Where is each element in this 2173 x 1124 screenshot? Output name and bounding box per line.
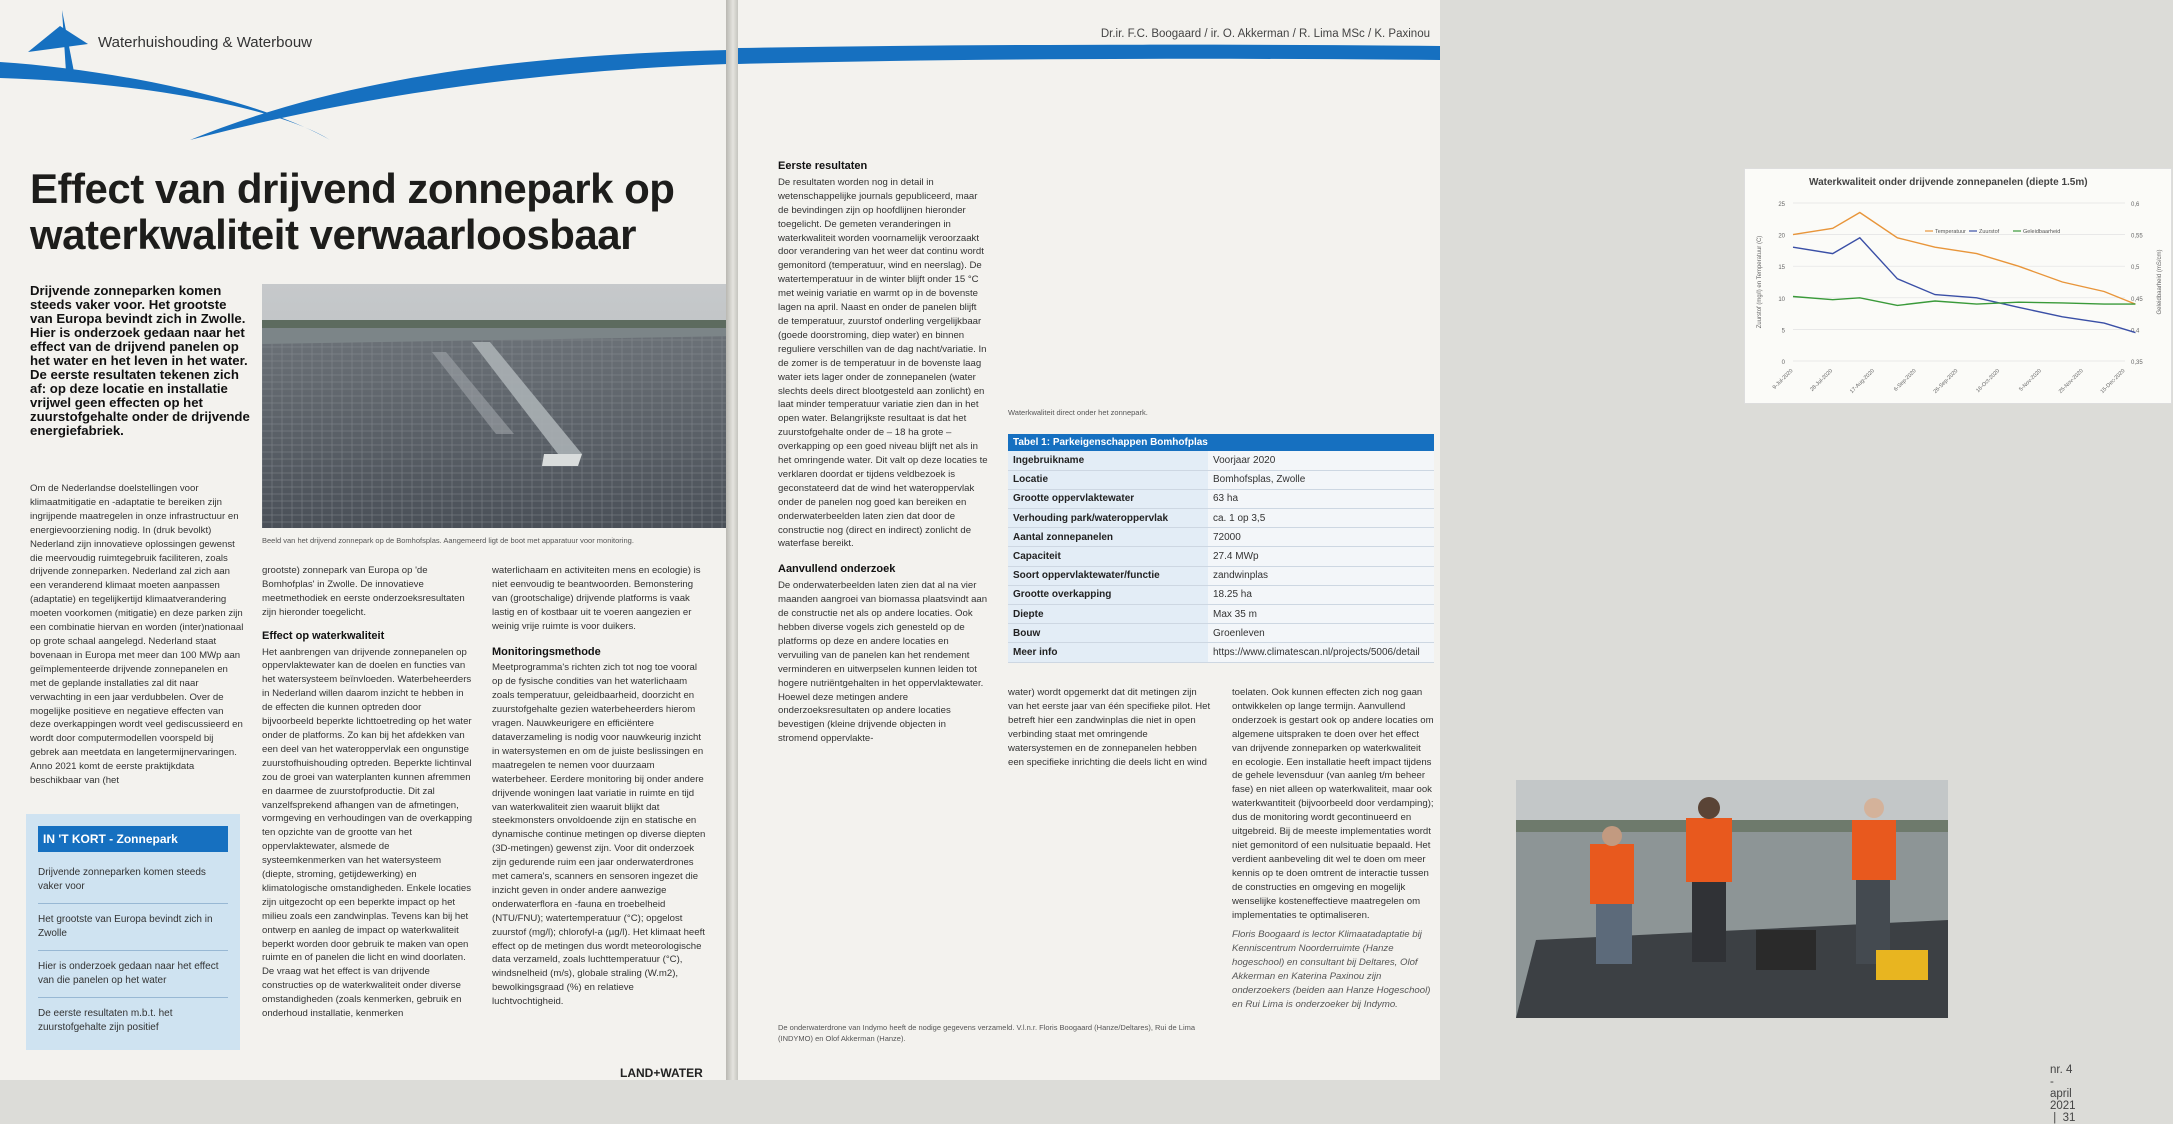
column-6-text: toelaten. Ook kunnen effecten zich nog gaan ontwikkelen op lange termijn. Aanvullend onderzoek is gestart ook op andere locaties om algemene uitspraken te doen over het effect van drijvende zonneparken op waterkwaliteit en ecologie. Een installatie heeft impact tijdens de gehele levensduur (van aanleg t/m beheer fase) en niet alleen op waterkwaliteit, maar ook waterkwantiteit (bijvoorbeeld door verdamping); dus de monitoring wordt gecontinueerd en uitgebreid. Bij de meeste implementaties wordt niet gemonitord of een nulsituatie bepaald. Het verdient aanbeveling dit wel te doen om meer kennis op te doen omtrent de interactie tussen de constructies en omgeving en mogelijk wenselijke kosteneffectieve maatregelen om implementaties te optimaliseren. Floris Boogaard is lector Klimaatadaptatie bij Kenniscentrum Noorderruimte (Hanze hogeschool) en consultant bij Deltares, Olof Akkerman en Katerina Paxinou zijn onderzoekers (beiden aan Hanze Hogeschool) en Rui Lima is onderzoeker bij Indymo. [1232,687,1434,1010]
list-item: De eerste resultaten m.b.t. het zuurstofgehalte zijn positief [38,1008,173,1033]
table-row [1008,528,1434,547]
y2-tick-label: 0,55 [2131,233,2143,240]
table-title: Tabel 1: Parkeigenschappen Bomhofplas [1008,434,1434,451]
heading-aanvullend: Aanvullend onderzoek [778,563,896,576]
authors: Dr.ir. F.C. Boogaard / ir. O. Akkerman / R. Lima MSc / K. Paxinou [1100,28,1430,40]
y2-tick-label: 0,5 [2131,265,2140,272]
list-item: Het grootste van Europa bevindt zich in Zwolle [38,904,228,951]
y2-axis-label: Geleidbaarheid (mS/cm) [2157,249,2163,315]
table-value: 27.4 MWp [1208,547,1434,566]
article-title: Effect van drijvend zonnepark op waterkwaliteit verwaarloosbaar [30,165,675,258]
table-key: Capaciteit [1008,547,1208,566]
x-tick-label: 15-Dec-2020 [2099,368,2127,395]
column-4-text: Eerste resultaten De resultaten worden nog in detail in wetenschappelijke journals gepubliceerd, maar de bevindingen zijn op hoofdlijnen hieronder toegelicht. De gemeten veranderingen in waterkwaliteit worden voornamelijk veroorzaakt door verandering van het weer dat continu wordt gemonitord (temperatuur, wind en neerslag). De watertemperatuur in de winter blijft onder 15 °C met weinig variatie en warmt op in de bovenste lagen na april. Naast en onder de panelen blijft de temperatuur, zuurstof onderling vergelijkbaar (goede doorstroming, diep water) en binnen reguliere verschillen van de dag nacht/variatie. In de zomer is de temperatuur in de bovenste laag water iets lager onder de zonnepanelen (water slechts deels direct blootgesteld aan zonlicht) en laat minder temperatuur variatie zien dan in het open water. Belangrijkste resultaat is dat het zuurstofgehalte onder de – 18 ha grote – overkapping op een goed niveau blijft net als in het omringende water. Dit valt op deze locaties te verklaren doordat er tijdens veldbezoek is geconstateerd dat de wind het wateroppervlak onder de panelen nog goed kan bereiken en onderwaterbeelden laten zien dat door de constructie nog (direct en indirect) zonlicht de waterfase bereikt. Aanvullend onderzoek De onderwaterbeelden laten zien dat al na vier maanden aangroei van biomassa plaatsvindt aan de constructie net als op andere locaties. Ook hebben diverse vogels zich genesteld op de platforms op deze en andere locaties en vervuiling van de panelen kan het rendement verminderen en uitwerpselen kunnen leiden tot hogere nutriëntgehalten in het oppervlaktewater. Hoewel deze metingen andere onderzoeksresultaten op andere locaties bevestigen (kleine drijvende objecten in stromend oppervlakte- [778,160,988,745]
in-het-kort-box [26,814,240,1050]
table-value: 18.25 ha [1208,585,1434,604]
right-page [738,0,2163,1124]
table-key: Grootte oppervlaktewater [1008,489,1208,508]
photo2-caption: De onderwaterdrone van Indymo heeft de nodige gegevens verzameld. V.l.n.r. Floris Boogaard (Hanze/Deltares), Rui de Lima (INDYMO) en Olof Akkerman (Hanze). [778,1023,1196,1043]
x-tick-label: 26-Sep-2020 [1932,368,1960,395]
table-key: Soort oppervlaktewater/functie [1008,566,1208,585]
y2-tick-label: 0,45 [2131,296,2143,303]
magazine-logo: LAND+WATER [620,1066,703,1080]
water-quality-chart [1744,168,2172,404]
y2-tick-label: 0,6 [2131,202,2140,208]
table-row [1008,624,1434,643]
box-title: IN 'T KORT - Zonnepark [38,826,228,852]
y2-tick-label: 0,35 [2131,360,2143,366]
table-key: Verhouding park/wateroppervlak [1008,509,1208,528]
y-tick-label: 10 [1778,296,1785,303]
column-1-text: Om de Nederlandse doelstellingen voor klimaatmitigatie en -adaptatie te bereiken zijn ingrijpende maatregelen in onze infrastructuur en energievoorziening nodig. In (druk bevolkt) Nederland zijn innovatieve oplossingen gewenst die meervoudig ruimtegebruik faciliteren, zoals drijvende zonneparken. Nederland zal zich aan een veranderend klimaat moeten aanpassen (adaptatie) en tegelijkertijd klimaatverandering moeten voorkomen (mitigatie) en deze parken zijn een combinatie hiervan en worden (inter)nationaal op grote schaal aangelegd. Nederland staat bovenaan in Europa met meer dan 100 MWp aan geïmplementeerde drijvende zonnepanelen en met de geplande installaties zal dit naar verwachting in een jaar verdubbelen. Over de mogelijke positieve en negatieve effecten van deze overkappingen wordt veel gediscussieerd en wordt door computermodellen voorspeld bij gebrek aan meetdata en langetermijnervaringen. Anno 2021 komt de eerste praktijkdata beschikbaar van (het [30,483,244,787]
table-key: Diepte [1008,605,1208,624]
table-row [1008,470,1434,489]
legend-label: Zuurstof [1979,229,2000,235]
table-row [1008,547,1434,566]
header-swoosh-right [738,0,1440,80]
table-key: Ingebruikname [1008,451,1208,470]
table-row [1008,605,1434,624]
y-tick-label: 20 [1778,233,1785,240]
table-key: Bouw [1008,624,1208,643]
table-value: Max 35 m [1208,605,1434,624]
heading-eerste-resultaten: Eerste resultaten [778,160,868,172]
table-value: zandwinplas [1208,566,1434,585]
x-tick-label: 25-Nov-2020 [2057,368,2085,395]
header-swoosh [0,0,728,160]
table-value: Groenleven [1208,624,1434,643]
table-row [1008,451,1434,470]
column-5-text: water) wordt opgemerkt dat dit metingen zijn van het eerste jaar van één specifieke pilot. Het betreft hier een zandwinplas die niet in open verbinding staat met omringende watersystemen en de zonnepanelen hebben een specifieke inrichting die deels licht en wind [1008,687,1211,768]
y-tick-label: 0 [1781,360,1785,366]
column-3-text: waterlichaam en activiteiten mens en ecologie) is niet eenvoudig te beantwoorden. Bemonstering van (grootschalige) drijvende platforms is vaak lastig en of kostbaar uit te voeren aangezien er weinig vrije ruimte is voor duikers. Monitoringsmethode Meetprogramma's richten zich tot nog toe vooral op de fysische condities van het waterlichaam zoals temperatuur, geleidbaarheid, doorzicht en zuurstofgehalte gezien waterbeheerders hierom vragen. Nauwkeurigere en efficiëntere dataverzameling is nodig voor nauwkeurig inzicht in watersystemen en om de juiste beslissingen en maatregelen te nemen voor duurzaam waterbeheer. Eerdere monitoring bij onder andere drijvende woningen laat variatie in ruimte en tijd van waterkwaliteit zien waaruit blijkt dat steekmonsters onvoldoende zijn en statische en dynamische continue metingen op diverse diepten (3D-metingen) gewenst zijn. Voor dit onderzoek zijn gedurende ruim een jaar onderwaterdrones met camera's, scanners en sensoren ingezet die inzicht geven in onder andere aanwezige onderwaterflora en -fauna en troebelheid (NTU/FNU); watertemperatuur (°C); opgelost zuurstof (mg/l); chlorofyl-a (µg/l). Het klimaat heeft effect op de metingen dus wordt meteorologische data verzameld, zoals luchttemperatuur (°C), windsnelheid (m/s), globale straling (W.m2), bewolkingsgraad (%) en relatieve luchtvochtigheid. [492,565,706,1008]
series-line-temperatuur [1793,213,2135,305]
properties-table [1008,434,1434,663]
y-tick-label: 25 [1778,202,1785,208]
table-row [1008,489,1434,508]
table-row [1008,585,1434,604]
legend-label: Geleidbaarheid [2023,229,2061,235]
issue-and-page: nr. 4 - april 2021 | 31 [2050,1064,2076,1124]
x-tick-label: 6-Sep-2020 [1893,368,1918,393]
heading-effect: Effect op waterkwaliteit [262,629,385,642]
table-value: 72000 [1208,528,1434,547]
y-tick-label: 5 [1781,328,1785,335]
y2-tick-label: 0,4 [2131,328,2140,335]
x-tick-label: 5-Nov-2020 [2018,368,2043,393]
photo1-caption: Beeld van het drijvend zonnepark op de Bomhofsplas. Aangemeerd ligt de boot met apparatuur voor monitoring. [262,536,634,545]
table-key: Locatie [1008,470,1208,489]
table-value: https://www.climatescan.nl/projects/5006/detail [1208,643,1434,662]
table-value: Bomhofsplas, Zwolle [1208,470,1434,489]
y-tick-label: 15 [1778,265,1785,272]
list-item: Hier is onderzoek gedaan naar het effect van die panelen op het water [38,951,228,998]
x-tick-label: 17-Aug-2020 [1849,368,1876,395]
left-page [0,0,728,1080]
y-axis-label: Zuurstof (mg/l) en Temperatuur (C) [1757,235,1763,329]
x-tick-label: 16-Oct-2020 [1975,368,2002,395]
table-row [1008,643,1434,662]
table-key: Aantal zonnepanelen [1008,528,1208,547]
table-value: ca. 1 op 3,5 [1208,509,1434,528]
section-label: Waterhuishouding & Waterbouw [98,34,312,51]
x-tick-label: 28-Jul-2020 [1809,368,1835,393]
lead-paragraph: Drijvende zonneparken komen steeds vaker voor. Het grootste van Europa bevindt zich in Zwolle. Hier is onderzoek gedaan naar het effect van de drijvend panelen op het water en het leven in het water. De eerste resultaten tekenen zich af: op deze locatie en installatie vrijwel geen effecten op het zuurstofgehalte onder de drijvende energiefabriek. [30,283,250,438]
table-value: 63 ha [1208,489,1434,508]
table-key: Meer info [1008,643,1208,662]
table-value: Voorjaar 2020 [1208,451,1434,470]
column-2-text: grootste) zonnepark van Europa op 'de Bomhofplas' in Zwolle. De innovatieve meetmethodiek en eerste onderzoeksresultaten zijn hieronder toegelicht. Effect op waterkwaliteit Het aanbrengen van drijvende zonnepanelen op oppervlaktewater kan de doelen en functies van het watersysteem beïnvloeden. Waterbeheerders in Nederland willen daarom inzicht te hebben in de effecten die kunnen optreden door bijvoorbeeld beperkte lichttoetreding op het water onder de platforms. Zo kan bij het afdekken van een deel van het wateroppervlak een ongunstige zuurstofhuishouding optreden. Beperkte lichtinval zou de groei van waterplanten kunnen afremmen en daarmee de zuurstofproductie. Dit zal vanzelfsprekend afhangen van de afmetingen, vormgeving en verhoudingen van de overkapping ten opzichte van de grootte van het oppervlaktewater, alsmede de systeemkenmerken van het watersysteem (diepte, stroming, getijdewerking) en klimatologische omstandigheden. Enkele locaties zijn uitgezocht op een beperkte impact op het milieu zoals een zandwinplas. Tevens kan bij het ontwerp en aanleg de impact op waterkwaliteit beperkt worden door gebruik te maken van open ruimte en of panelen die licht en wind doorlaten. De vraag wat het effect is van drijvende constructies op de waterkwaliteit onder diverse omstandigheden (zoals kenmerken, gebruik en onderhoud installatie, kenmerken [262,565,473,1020]
x-tick-label: 9-Jul-2020 [1771,368,1795,391]
team-photo [1516,780,1948,1018]
heading-monitoring: Monitoringsmethode [492,645,601,658]
author-bio: Floris Boogaard is lector Klimaatadaptatie bij Kenniscentrum Noorderruimte (Hanze hogeschool) en consultant bij Deltares, Olof Akkerman en Katerina Paxinou zijn onderzoekers (beiden aan Hanze Hogeschool) en Rui Lima is onderzoeker bij Indymo. [1232,929,1431,1010]
table-key: Grootte overkapping [1008,585,1208,604]
chart-title: Waterkwaliteit onder drijvende zonnepanelen (diepte 1.5m) [1809,177,2088,188]
solar-park-photo [262,284,738,528]
table-row [1008,566,1434,585]
legend-label: Temperatuur [1935,229,1966,235]
chart-plot [1745,169,2173,405]
table-row [1008,509,1434,528]
chart-caption: Waterkwaliteit direct onder het zonnepark. [1008,408,1148,417]
list-item: Drijvende zonneparken komen steeds vaker voor [38,852,228,904]
